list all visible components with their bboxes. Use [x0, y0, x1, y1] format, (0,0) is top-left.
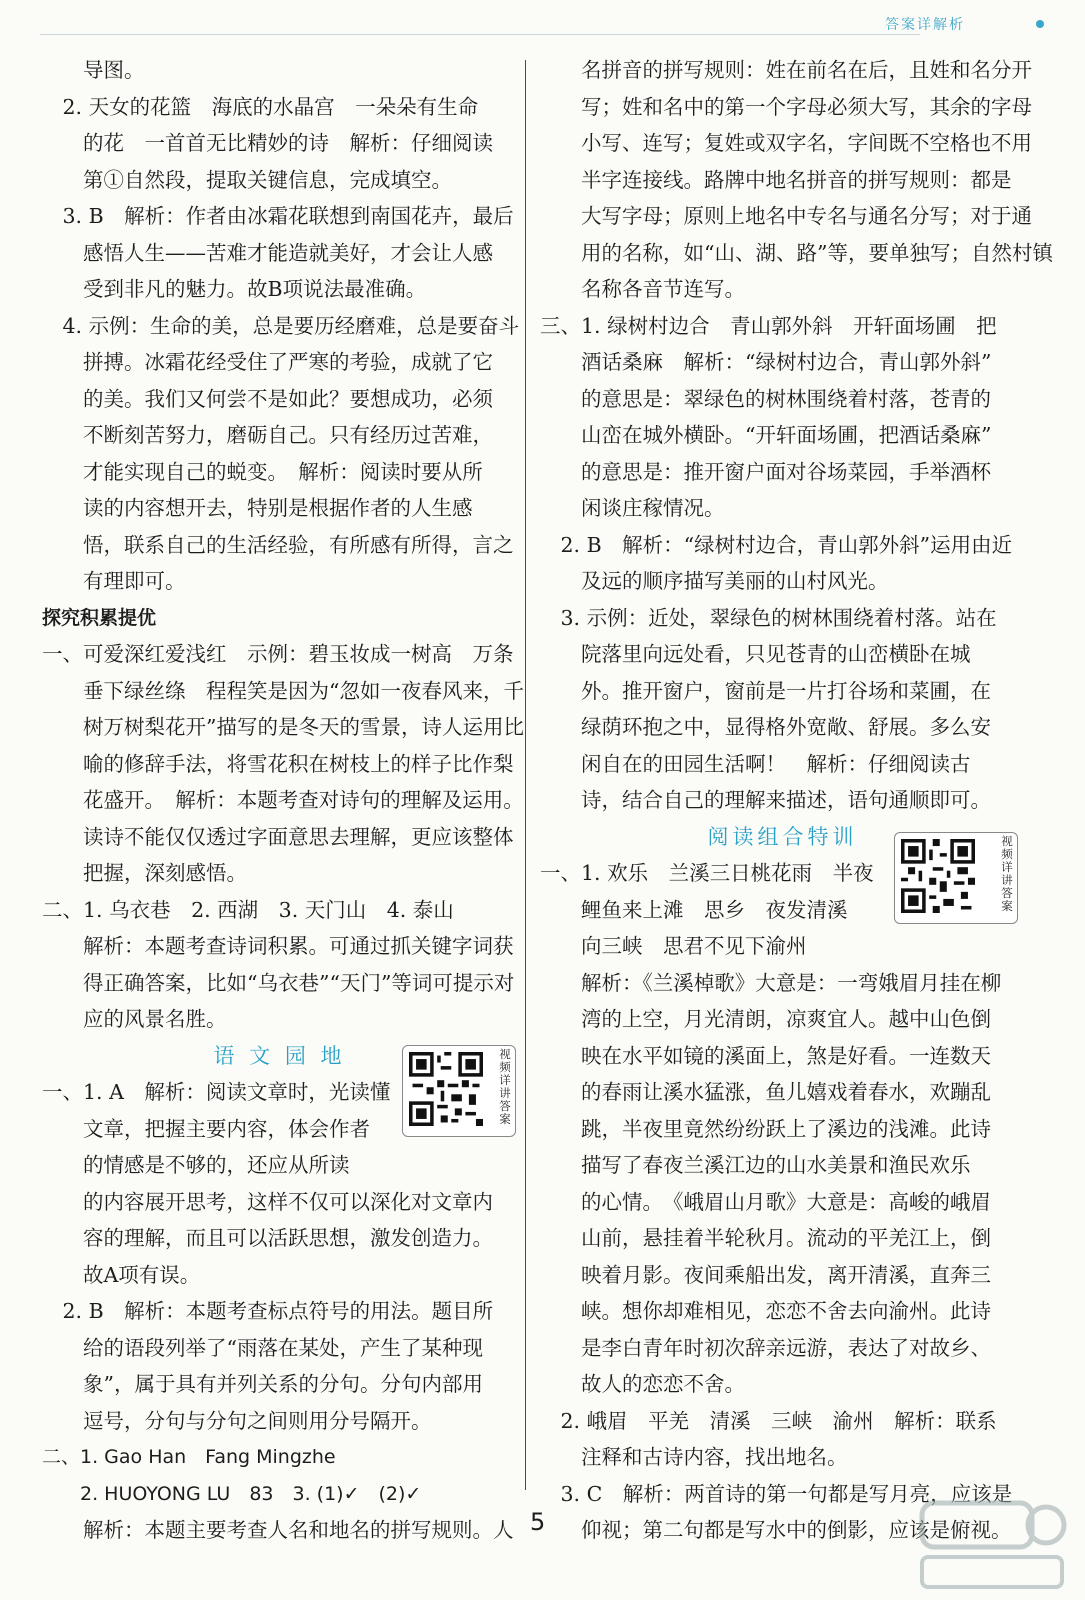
qr-caption: 视频详讲答案	[1001, 834, 1013, 913]
right-column	[540, 52, 1053, 1549]
text-line: 解析：本题考查诗词积累。可通过抓关键字词获	[42, 934, 514, 958]
qr-code-icon	[901, 839, 975, 913]
qr-caption: 视频详讲答案	[499, 1047, 511, 1126]
text-line: 3. 示例：近处，翠绿色的树林围绕着村落。站在	[540, 605, 997, 630]
text-line: 半字连接线。路牌中地名拼音的拼写规则：都是	[540, 167, 1012, 192]
text-line: 象”，属于具有并列关系的分句。分句内部用	[42, 1372, 483, 1396]
text-line: 山前，悬挂着半轮秋月。流动的平羌江上，倒	[540, 1226, 991, 1250]
text-line: 闲自在的田园生活啊！ 解析：仔细阅读古	[540, 751, 971, 776]
text-line: 及远的顺序描写美丽的山村风光。	[540, 569, 889, 593]
text-line: 读的内容想开去，特别是根据作者的人生感	[42, 496, 473, 520]
text-line: 名称各音节连写。	[540, 277, 745, 301]
text-line: 把握，深刻感悟。	[42, 861, 247, 885]
text-line: 闲谈庄稼情况。	[540, 496, 725, 520]
watermark-logo	[918, 1495, 1068, 1595]
text-line: 映着月影。夜间乘船出发，离开清溪，直奔三	[540, 1262, 991, 1287]
text-line: 应的风景名胜。	[42, 1007, 227, 1031]
text-line: 绿荫环抱之中，显得格外宽敞、舒展。多么安	[540, 715, 991, 739]
text-line: 导图。	[42, 58, 145, 82]
text-line: 第①自然段，提取关键信息，完成填空。	[42, 167, 452, 192]
text-line: 垂下绿丝绦 程程笑是因为“忽如一夜春风来，千	[42, 678, 524, 703]
left-column	[42, 52, 524, 1549]
section-heading: 探究积累提优	[42, 606, 157, 629]
text-line: 故人的恋恋不舍。	[540, 1372, 745, 1396]
text-line: 故A项有误。	[42, 1262, 201, 1287]
text-line: 大写字母；原则上地名中专名与通名分写；对于通	[540, 204, 1032, 228]
text-line: 解析：本题主要考查人名和地名的拼写规则。人	[42, 1518, 514, 1542]
text-line: 的花 一首首无比精妙的诗 解析：仔细阅读	[42, 131, 493, 155]
text-line: 一、可爱深红爱浅红 示例：碧玉妆成一树高 万条	[42, 642, 514, 666]
text-line: 得正确答案，比如“乌衣巷”“天门”等词可提示对	[42, 970, 515, 995]
text-line: 跳，半夜里竟然纷纷跃上了溪边的浅滩。此诗	[540, 1116, 991, 1141]
text-line: 三、1. 绿树村边合 青山郭外斜 开轩面场圃 把	[540, 313, 997, 338]
text-line: 诗，结合自己的理解来描述，语句通顺即可。	[540, 788, 991, 812]
text-line: 峡。想你却难相见，恋恋不舍去向渝州。此诗	[540, 1299, 991, 1323]
qr-code-box-2[interactable]	[894, 832, 1018, 924]
text-line: 描写了春夜兰溪江边的山水美景和渔民欢乐	[540, 1153, 971, 1177]
text-line: 3. C 解析：两首诗的第一句都是写月亮，应该是	[540, 1481, 1013, 1506]
top-rule	[40, 34, 920, 35]
text-line: 二、1. Gao Han Fang Mingzhe	[42, 1446, 336, 1468]
text-line: 映在水平如镜的溪面上，煞是好看。一连数天	[540, 1043, 991, 1068]
text-line: 的意思是：翠绿色的树林围绕着村落，苍青的	[540, 386, 991, 411]
text-line: 外。推开窗户，窗前是一片打谷场和菜圃，在	[540, 678, 991, 703]
qr-code-icon	[409, 1052, 483, 1126]
text-line: 湾的上空，月光清朗，凉爽宜人。越中山色倒	[540, 1007, 991, 1031]
text-line: 2. 天女的花篮 海底的水晶宫 一朵朵有生命	[42, 94, 479, 119]
text-line: 拼搏。冰霜花经受住了严寒的考验，成就了它	[42, 350, 493, 374]
text-line: 山峦在城外横卧。“开轩面场圃，把酒话桑麻”	[540, 423, 992, 447]
text-line: 容的理解，而且可以活跃思想，激发创造力。	[42, 1226, 493, 1250]
text-line: 的内容展开思考，这样不仅可以深化对文章内	[42, 1189, 493, 1214]
text-line: 一、1. 欢乐 兰溪三日桃花雨 半夜	[540, 861, 874, 885]
text-line: 给的语段列举了“雨落在某处，产生了某种现	[42, 1335, 483, 1360]
text-line: 3. B 解析：作者由冰霜花联想到南国花卉，最后	[42, 204, 514, 228]
column-divider	[525, 60, 526, 1490]
header-label: 答案详解析	[885, 17, 965, 33]
text-line: 喻的修辞手法，将雪花积在树枝上的样子比作梨	[42, 751, 514, 776]
text-line: 写；姓和名中的第一个字母必须大写，其余的字母	[540, 94, 1032, 119]
text-line: 不断刻苦努力，磨砺自己。只有经历过苦难，	[42, 423, 493, 447]
text-line: 2. 峨眉 平羌 清溪 三峡 渝州 解析：联系	[540, 1408, 997, 1433]
text-line: 4. 示例：生命的美，总是要历经磨难，总是要奋斗	[42, 313, 520, 338]
header-dot	[1036, 20, 1044, 28]
text-line: 感悟人生——苦难才能造就美好，才会让人感	[42, 240, 493, 265]
text-line: 才能实现自己的蜕变。 解析：阅读时要从所	[42, 459, 483, 484]
section-title-yuedu: 阅读组合特训	[707, 824, 858, 849]
text-line: 小写、连写；复姓或双字名，字间既不空格也不用	[540, 131, 1032, 155]
text-line: 的意思是：推开窗户面对谷场菜园，手举酒杯	[540, 459, 991, 484]
text-line: 仰视；第二句都是写水中的倒影，应该是俯视。	[540, 1518, 1012, 1542]
text-line: 注释和古诗内容，找出地名。	[540, 1445, 848, 1469]
text-line: 名拼音的拼写规则：姓在前名在后，且姓和名分开	[540, 58, 1032, 82]
text-line: 受到非凡的魅力。故B项说法最准确。	[42, 277, 427, 301]
text-line: 的美。我们又何尝不是如此？要想成功，必须	[42, 386, 493, 411]
text-line: 鲤鱼来上滩 思乡 夜发清溪	[540, 897, 848, 922]
text-line: 有理即可。	[42, 569, 186, 593]
text-line: 院落里向远处看，只见苍青的山峦横卧在城	[540, 642, 971, 666]
text-line: 的情感是不够的，还应从所读	[42, 1153, 350, 1177]
text-line: 文章，把握主要内容，体会作者	[42, 1116, 370, 1141]
text-line: 2. B 解析：本题考查标点符号的用法。题目所	[42, 1299, 494, 1323]
text-line: 读诗不能仅仅透过字面意思去理解，更应该整体	[42, 824, 514, 849]
text-line: 向三峡 思君不见下渝州	[540, 934, 807, 958]
text-line: 花盛开。 解析：本题考查对诗句的理解及运用。	[42, 788, 524, 812]
text-line: 2. HUOYONG LU 83 3. (1)✓ (2)✓	[42, 1482, 422, 1505]
text-line: 解析：《兰溪棹歌》大意是：一弯娥眉月挂在柳	[540, 970, 1002, 995]
text-line: 一、1. A 解析：阅读文章时，光读懂	[42, 1080, 391, 1104]
qr-code-box-1[interactable]	[402, 1045, 516, 1137]
text-line: 2. B 解析：“绿树村边合，青山郭外斜”运用由近	[540, 532, 1013, 557]
text-line: 酒话桑麻 解析：“绿树村边合，青山郭外斜”	[540, 350, 992, 374]
page-number: 5	[530, 1508, 546, 1536]
text-line: 是李白青年时初次辞亲远游，表达了对故乡、	[540, 1335, 991, 1360]
text-line: 悟，联系自己的生活经验，有所感有所得，言之	[42, 532, 514, 557]
section-title-yuwen: 语 文 园 地	[213, 1043, 346, 1068]
text-line: 用的名称，如“山、湖、路”等，要单独写；自然村镇	[540, 240, 1053, 265]
text-line: 二、1. 乌衣巷 2. 西湖 3. 天门山 4. 泰山	[42, 897, 454, 922]
text-line: 的心情。 《峨眉山月歌》大意是：高峻的峨眉	[540, 1189, 991, 1214]
text-line: 逗号，分句与分句之间则用分号隔开。	[42, 1408, 432, 1433]
text-line: 的春雨让溪水猛涨，鱼儿嬉戏着春水，欢蹦乱	[540, 1080, 991, 1104]
text-line: 树万树梨花开”描写的是冬天的雪景，诗人运用比	[42, 715, 524, 739]
